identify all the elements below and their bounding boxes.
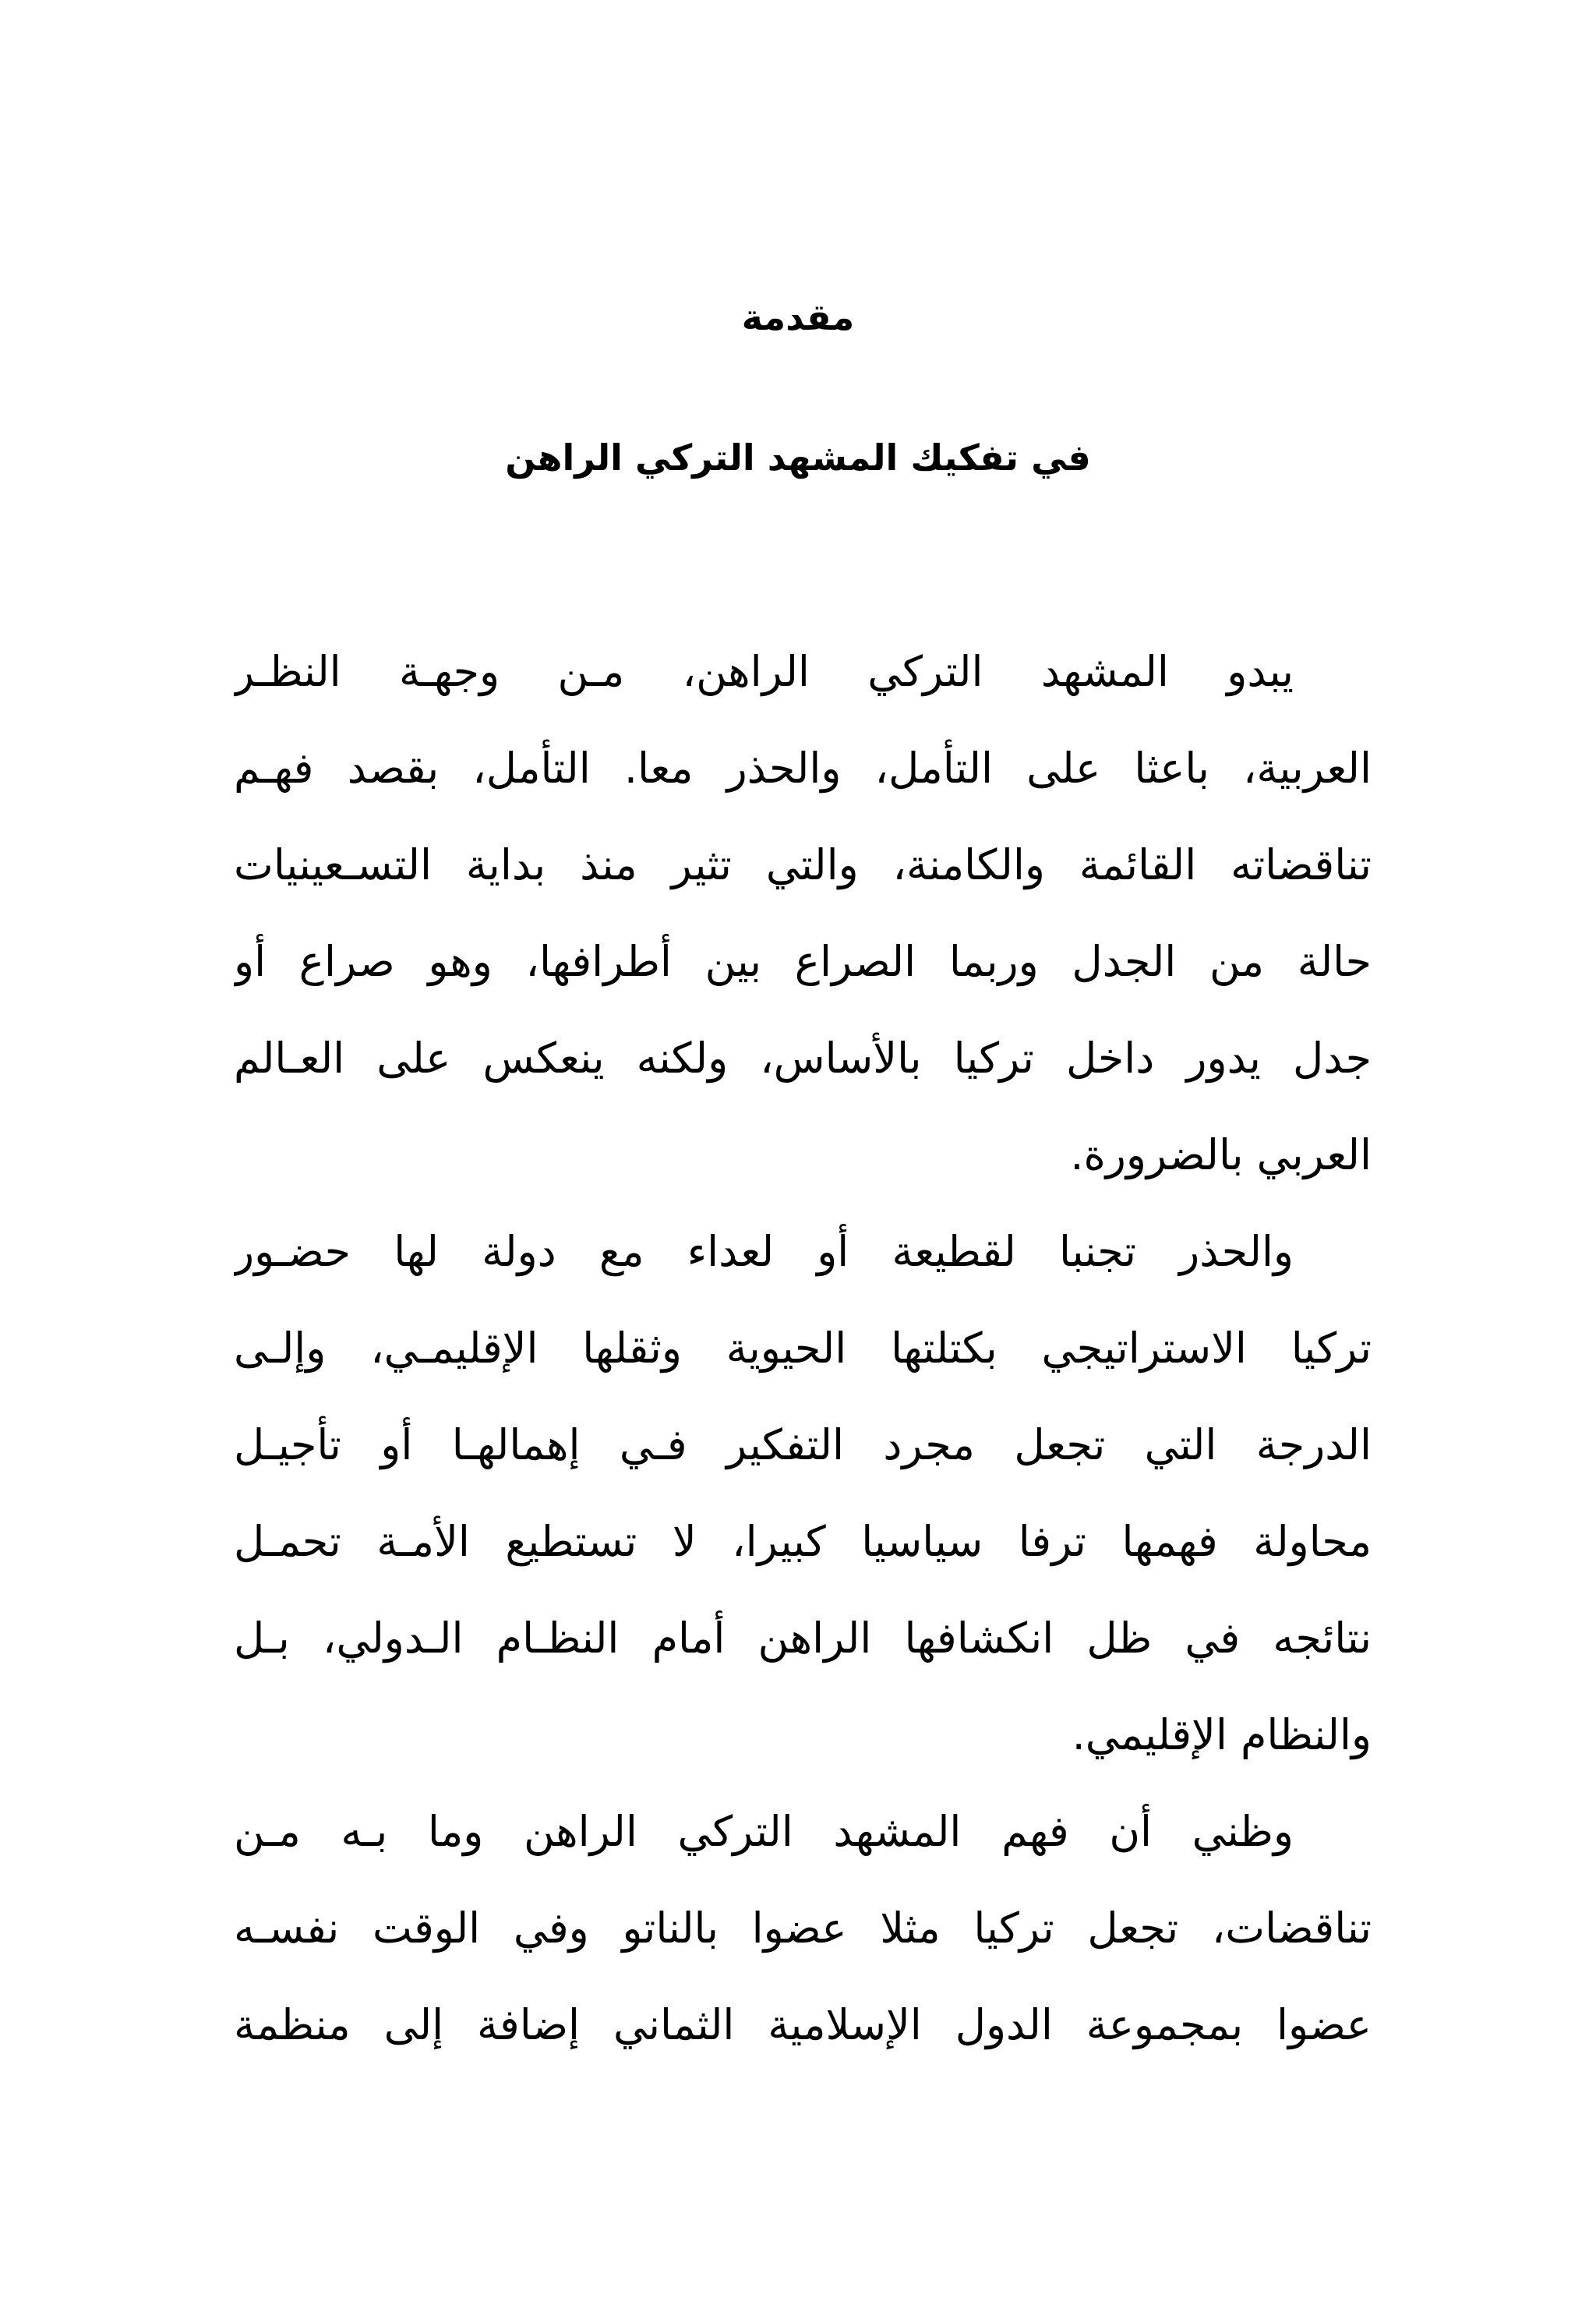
text-line: العربي بالضرورة. (1070, 1130, 1372, 1179)
page-subtitle: في تفكيك المشهد التركي الراهن (505, 437, 1091, 479)
text-line: جدل يدور داخل تركيا بالأساس، ولكنه ينعكس على العـالم (234, 1034, 1372, 1083)
text-line: نتائجه في ظل انكشافها الراهن أمام النظـام الـدولي، بـل (234, 1614, 1372, 1663)
text-line: حالة من الجدل وربما الصراع بين أطرافها، وهو صراع أو (234, 937, 1372, 986)
text-line: تناقضاته القائمة والكامنة، والتي تثير منذ بداية التسـعينيات (234, 840, 1372, 889)
text-line: والحذر تجنبا لقطيعة أو لعداء مع دولة لها حضـور (234, 1227, 1294, 1276)
text-line: وظني أن فهم المشهد التركي الراهن وما بـه مـن (234, 1807, 1294, 1856)
text-line: محاولة فهمها ترفا سياسيا كبيرا، لا تستطيع الأمـة تحمـل (234, 1517, 1372, 1566)
paragraph-1 (234, 624, 1372, 1204)
paragraph-3 (234, 1784, 1372, 2073)
text-line: تركيا الاستراتيجي بكتلتها الحيوية وثقلها الإقليمـي، وإلـى (234, 1324, 1372, 1373)
text-line: عضوا بمجموعة الدول الإسلامية الثماني إضافة إلى منظمة (234, 2000, 1372, 2049)
text-line: الدرجة التي تجعل مجرد التفكير فـي إهمالهـا أو تأجيـل (234, 1420, 1372, 1469)
text-line: العربية، باعثا على التأمل، والحذر معا. التأمل، بقصد فهـم (234, 744, 1372, 793)
page-title: مقدمة (741, 296, 855, 338)
body-text (234, 624, 1372, 2073)
text-line: يبدو المشهد التركي الراهن، مـن وجهـة النظـر (234, 647, 1294, 696)
text-line: تناقضات، تجعل تركيا مثلا عضوا بالناتو وفي الوقت نفسـه (234, 1904, 1372, 1953)
text-line: والنظام الإقليمي. (1072, 1710, 1372, 1759)
paragraph-2 (234, 1204, 1372, 1784)
